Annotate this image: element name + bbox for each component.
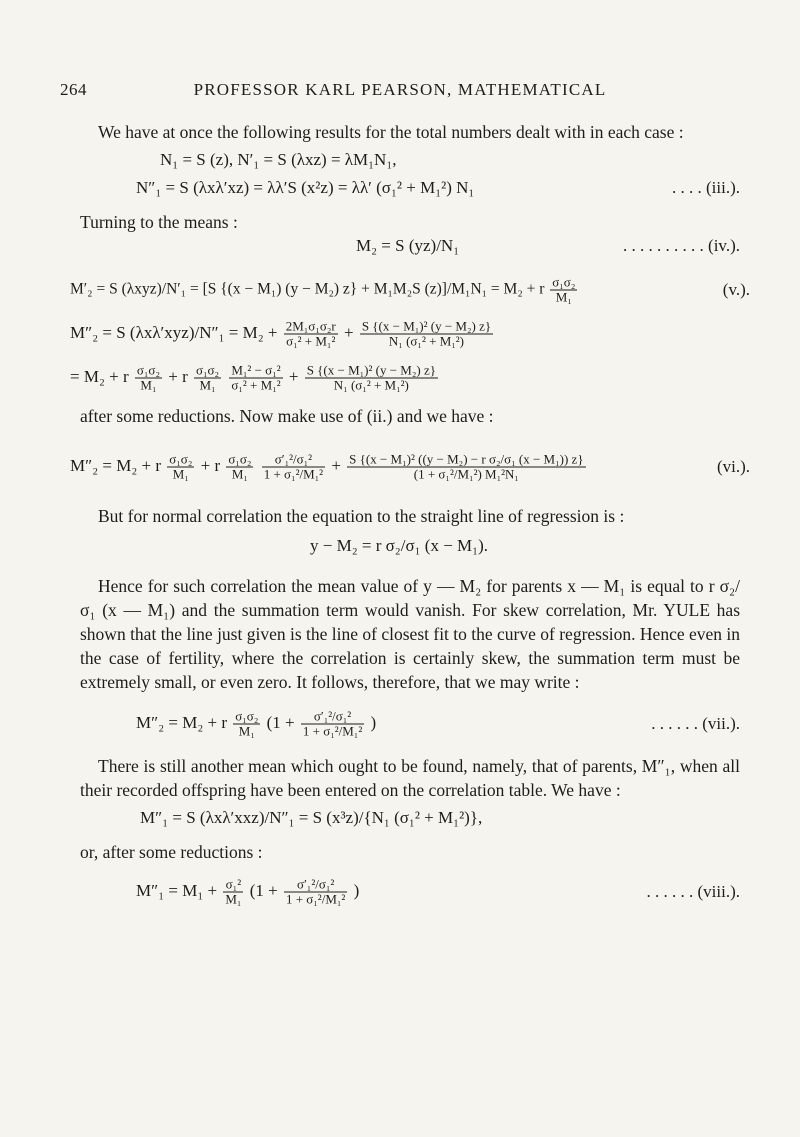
equation-iii-number: . . . . (iii.).: [672, 178, 740, 197]
paragraph-intro: We have at once the following results for the total numbers dealt with in each case :: [98, 122, 684, 142]
equation-v-number: (v.).: [722, 280, 750, 299]
equation-v: [70, 268, 750, 312]
equation-vi: M″₂ = M₂ + r $\frac{\text{σ₁σ₂}}{\text{M₁}}$ + r $\frac{\text{σ₁σ₂}}{\text{M₁}}$ $\frac{\text{σ′₁²/σ₁²}}{\text{1 + σ₁²/M₁²}}$ + $\frac{\text{S \{(x − M₁)² ((y − M₂) − r σ₂/σ₁ (x − M₁)) z\}}}{\text{(1 + σ₁²/M₁²) M₁²N₁}}$ (vi.).: [70, 451, 750, 482]
equation-m2dp-lhs: M″₂ = S (λxλ′xyz)/N″₁ = M₂ +: [70, 322, 278, 342]
equation-1: [80, 148, 740, 176]
equation-vi-number: (vi.).: [716, 457, 750, 476]
equation-vii-number: . . . . . . (vii.).: [651, 714, 740, 733]
page-number: 264: [60, 80, 87, 99]
equation-viii: M″₁ = M₁ + $\frac{\text{σ₁²}}{\text{M₁}}$ (1 + $\frac{\text{σ′₁²/σ₁²}}{\text{1 + σ₁²/M₁²}}$ ) . . . . . . (viii.).: [136, 876, 740, 907]
paragraph-after-reductions: or, after some reductions :: [80, 842, 263, 862]
running-head: PROFESSOR KARL PEARSON, MATHEMATICAL: [193, 80, 607, 99]
equation-v-fraction: $\frac{\text{σ₁σ₂}}{\text{M₁}}$: [552, 274, 576, 305]
equation-v-text: M′₂ = S (λxyz)/N′₁ = [S {(x − M₁) (y − M₂) z} + M₁M₂S (z)]/M₁N₁ = M₂ + r: [70, 280, 545, 298]
page-body: [70, 120, 750, 914]
equation-m2dp-frac-1: $\frac{\text{2M₁σ₁σ₂r}}{\text{σ₁² + M₁²}}$: [285, 318, 336, 349]
equation-m2dp-expansion: = M₂ + r $\frac{\text{σ₁σ₂}}{\text{M₁}}$ + r $\frac{\text{σ₁σ₂}}{\text{M₁}}$ $\frac{\text{M₁² − σ₁²}}{\text{σ₁² + M₁²}}$ + $\frac{\text{S \{(x − M₁)² (y − M₂) z\}}}{\text{N₁ (σ₁² + M₁²)}}$: [70, 362, 436, 393]
equation-iv-number: . . . . . . . . . . (iv.).: [623, 236, 740, 255]
equation-m1-double-prime: M″₁ = S (λxλ′xxz)/N″₁ = S (x³z)/{N₁ (σ₁² + M₁²)},: [140, 808, 483, 827]
equation-1-text: N₁ = S (z), N′₁ = S (λxz) = λM₁N₁,: [160, 150, 397, 169]
paragraph-hence: Hence for such correlation the mean value of y — M₂ for parents x — M₁ is equal to r σ₂/σ₁ (x — M₁) and the summation term would vanish. For skew correlation, Mr. YULE has shown that the line just given is the line of closest fit to the curve of regression. Hence even in the case of fertility, where the correlation is certainly skew, the summation term must be extremely small, or even zero. It follows, therefore, that we may write :: [80, 576, 740, 692]
paragraph-reductions: after some reductions. Now make use of (ii.) and we have :: [80, 406, 494, 426]
equation-iii: [80, 176, 740, 204]
paragraph-means: Turning to the means :: [80, 212, 238, 232]
equation-iv: [80, 234, 740, 262]
equation-iii-text: N″₁ = S (λxλ′xz) = λλ′S (x²z) = λλ′ (σ₁² + M₁²) N₁: [136, 178, 475, 197]
equation-vii: M″₂ = M₂ + r $\frac{\text{σ₁σ₂}}{\text{M₁}}$ (1 + $\frac{\text{σ′₁²/σ₁²}}{\text{1 + σ₁²/M₁²}}$ ) . . . . . . (vii.).: [136, 708, 740, 739]
paragraph-normal-correlation: But for normal correlation the equation to the straight line of regression is :: [98, 506, 625, 526]
equation-m2dp-frac-2: $\frac{\text{S \{(x − M₁)² (y − M₂) z\}}}{\text{N₁ (σ₁² + M₁²)}}$: [361, 318, 492, 349]
equation-regression-line: y − M₂ = r σ₂/σ₁ (x − M₁).: [310, 536, 488, 555]
equation-m2-double-prime: M″₂ = S (λxλ′xyz)/N″₁ = M₂ + $\frac{\text{2M₁σ₁σ₂r}}{\text{σ₁² + M₁²}}$ + $\frac{\text{S \{(x − M₁)² (y − M₂) z\}}}{\text{N₁ (σ₁² + M₁²)}}$: [70, 318, 492, 349]
equation-viii-number: . . . . . . (viii.).: [646, 882, 740, 901]
paragraph-another-mean: There is still another mean which ought to be found, namely, that of parents, M″₁, when all their recorded offspring have been entered on the correlation table. We have :: [80, 756, 740, 800]
equation-iv-text: M₂ = S (yz)/N₁: [356, 236, 460, 255]
